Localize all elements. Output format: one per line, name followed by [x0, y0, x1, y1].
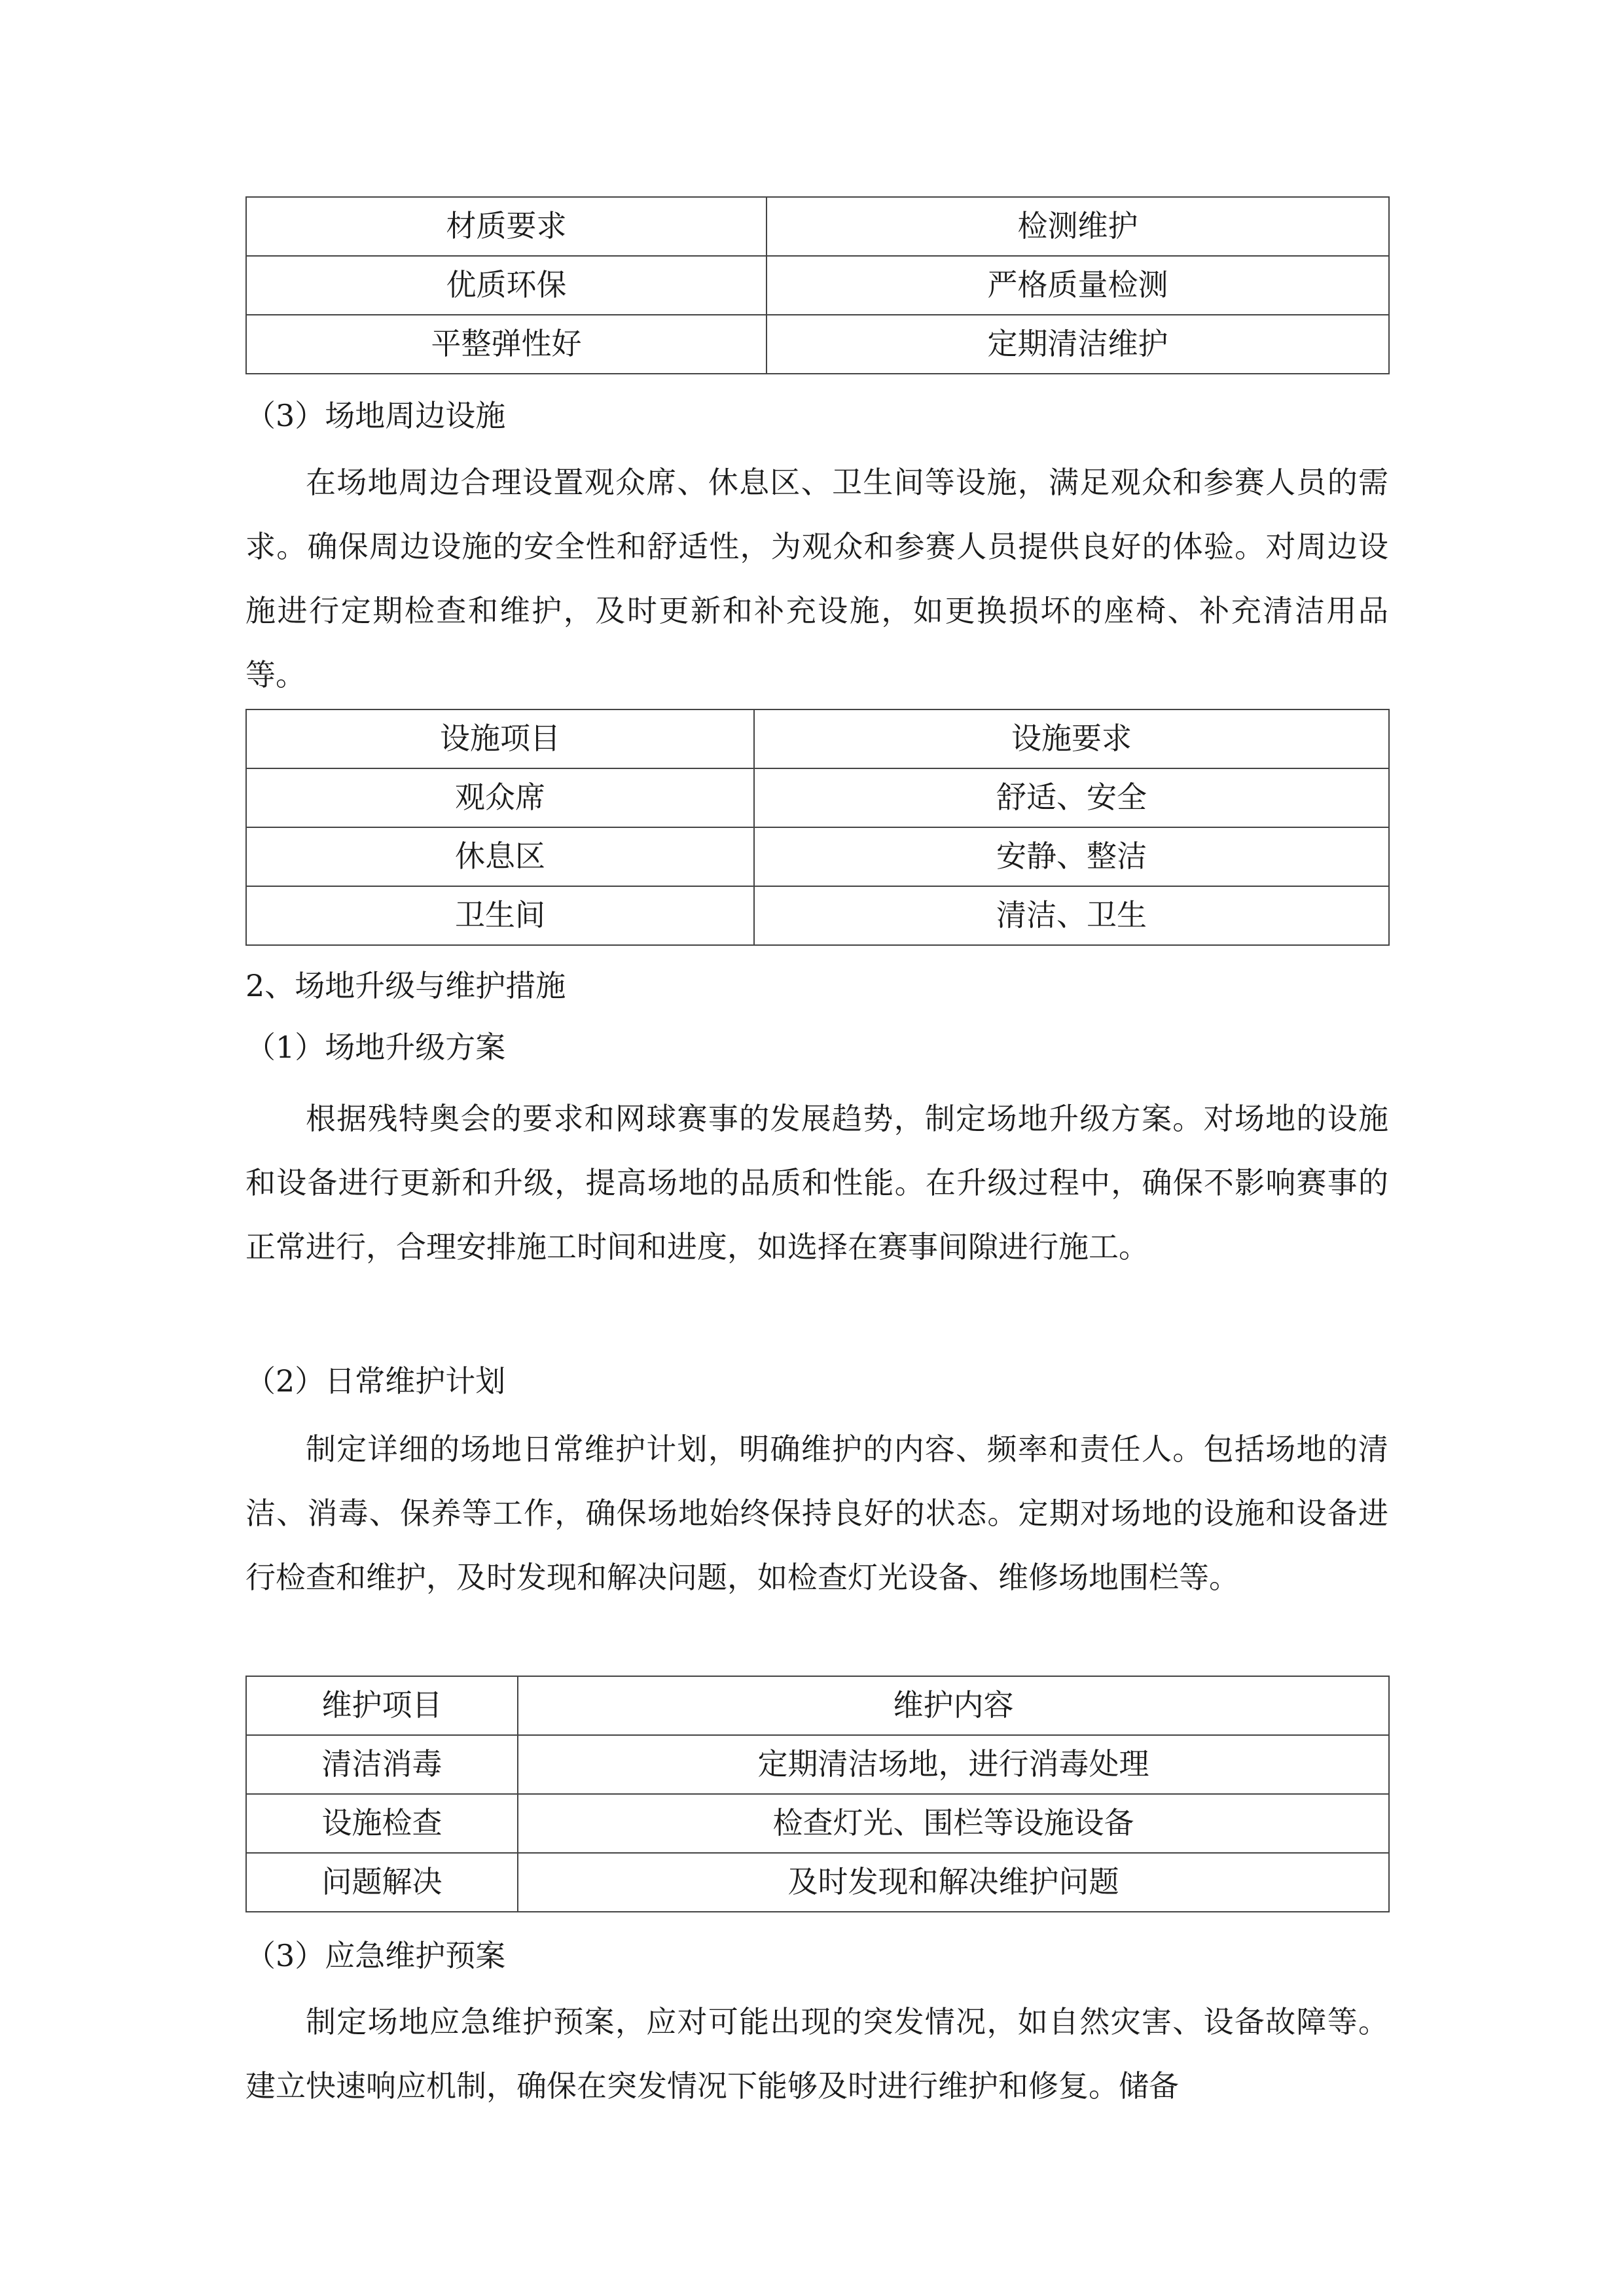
facility-table: [245, 709, 1390, 946]
table-row: [246, 256, 1389, 315]
subsection-heading: （3）应急维护预案: [245, 1938, 506, 1973]
table-header-cell: 材质要求: [246, 197, 767, 256]
table-header-row: [246, 197, 1389, 256]
table-row: [246, 315, 1389, 374]
table-cell: 定期清洁场地，进行消毒处理: [518, 1735, 1389, 1794]
table-cell: 观众席: [246, 768, 754, 827]
table-header-cell: 设施要求: [754, 709, 1389, 768]
table-header-cell: 检测维护: [767, 197, 1389, 256]
paragraph: 制定详细的场地日常维护计划，明确维护的内容、频率和责任人。包括场地的清洁、消毒、保养等工作，确保场地始终保持良好的状态。定期对场地的设施和设备进行检查和维护，及时发现和解决问题，如检查灯光设备、维修场地围栏等。: [245, 1431, 1388, 1595]
table-cell: 检查灯光、围栏等设施设备: [518, 1794, 1389, 1853]
table-header-cell: 设施项目: [246, 709, 754, 768]
table-cell: 休息区: [246, 827, 754, 886]
paragraph: 制定场地应急维护预案，应对可能出现的突发情况，如自然灾害、设备故障等。建立快速响应机制，确保在突发情况下能够及时进行维护和修复。储备: [245, 2004, 1388, 2104]
table-cell: 清洁、卫生: [754, 886, 1389, 945]
paragraph: 在场地周边合理设置观众席、休息区、卫生间等设施，满足观众和参赛人员的需求。确保周边设施的安全性和舒适性，为观众和参赛人员提供良好的体验。对周边设施进行定期检查和维护，及时更新和补充设施，如更换损坏的座椅、补充清洁用品等。: [245, 465, 1388, 692]
subsection-heading: （2）日常维护计划: [245, 1363, 506, 1399]
subsection-heading: （1）场地升级方案: [245, 1030, 506, 1065]
section-heading: 2、场地升级与维护措施: [245, 968, 566, 1003]
paragraph: 根据残特奥会的要求和网球赛事的发展趋势，制定场地升级方案。对场地的设施和设备进行更新和升级，提高场地的品质和性能。在升级过程中，确保不影响赛事的正常进行，合理安排施工时间和进度，如选择在赛事间隙进行施工。: [245, 1101, 1388, 1265]
table-cell: 问题解决: [246, 1853, 518, 1912]
table-cell: 清洁消毒: [246, 1735, 518, 1794]
table-cell: 优质环保: [246, 256, 767, 315]
material-table: [245, 196, 1390, 374]
maintenance-table: [245, 1676, 1390, 1912]
table-cell: 卫生间: [246, 886, 754, 945]
table-cell: 严格质量检测: [767, 256, 1389, 315]
table-row: [246, 1853, 1389, 1912]
table-cell: 舒适、安全: [754, 768, 1389, 827]
table-row: [246, 1794, 1389, 1853]
table-row: [246, 827, 1389, 886]
table-cell: 安静、整洁: [754, 827, 1389, 886]
table-cell: 定期清洁维护: [767, 315, 1389, 374]
table-header-cell: 维护项目: [246, 1676, 518, 1735]
table-row: [246, 886, 1389, 945]
table-cell: 设施检查: [246, 1794, 518, 1853]
table-row: [246, 768, 1389, 827]
table-cell: 及时发现和解决维护问题: [518, 1853, 1389, 1912]
table-cell: 平整弹性好: [246, 315, 767, 374]
table-header-row: [246, 1676, 1389, 1735]
table-header-cell: 维护内容: [518, 1676, 1389, 1735]
table-row: [246, 1735, 1389, 1794]
section-heading: （3）场地周边设施: [245, 398, 506, 433]
table-header-row: [246, 709, 1389, 768]
